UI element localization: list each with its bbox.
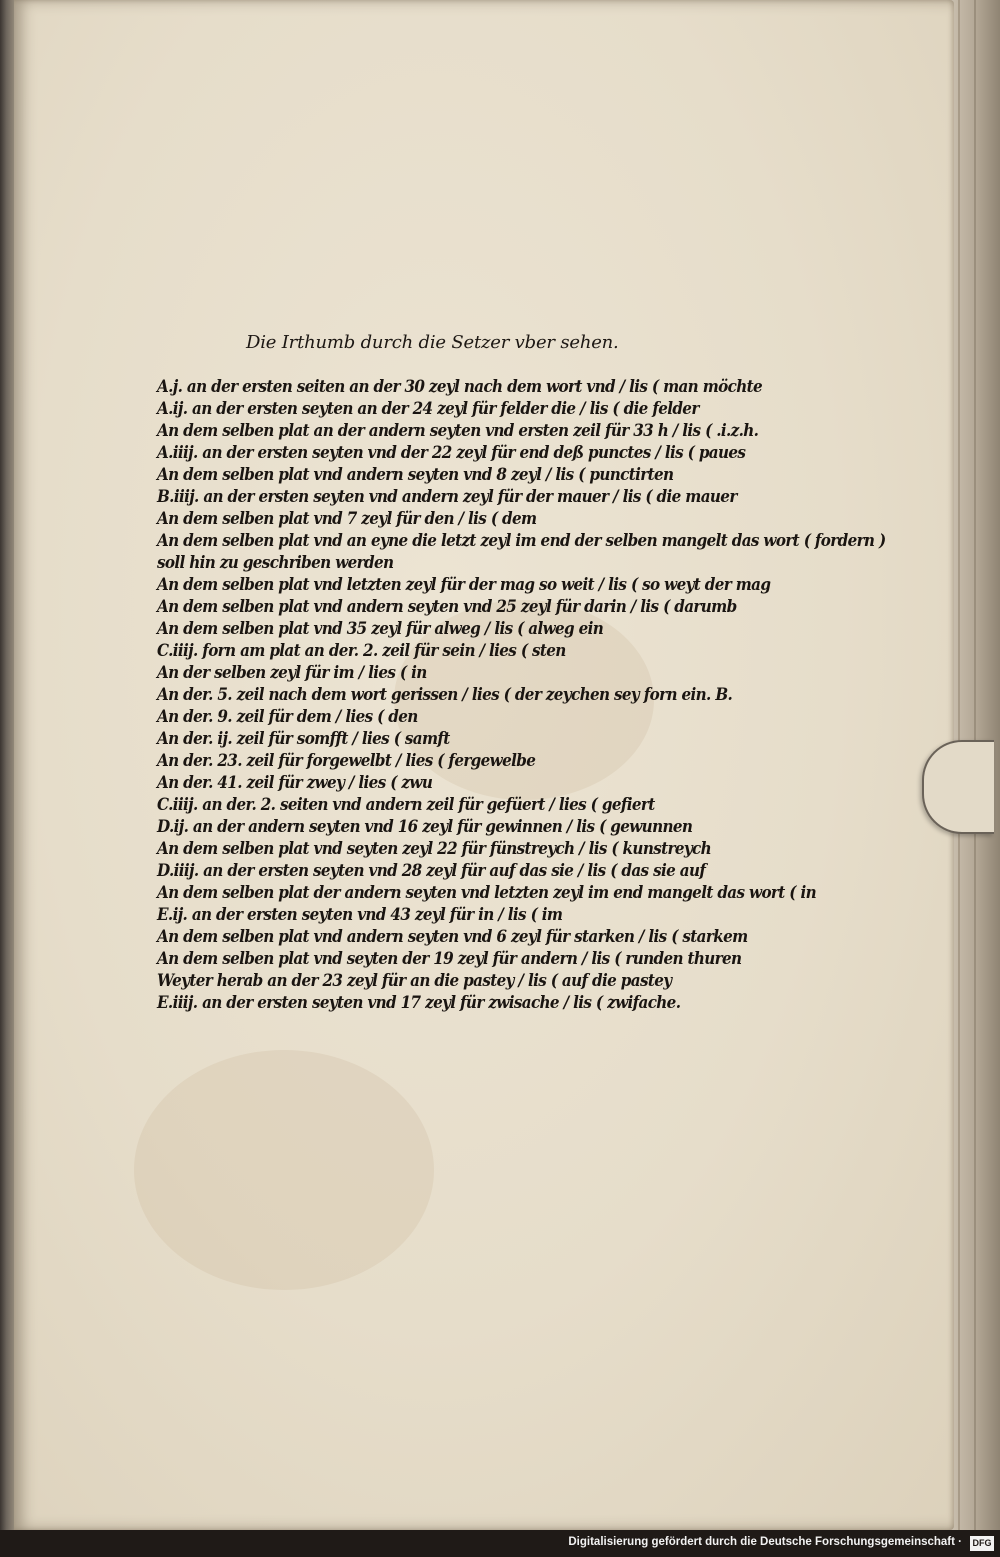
errata-line: An dem selben plat vnd an eyne die letzt zeyl im end der selben mangelt das wort ( fordern ) [157,531,886,550]
errata-line: An der selben zeyl für im / lies ( in [157,663,427,682]
errata-line: E.iiij. an der ersten seyten vnd 17 zeyl für zwisache / lis ( zwifache. [157,993,681,1012]
errata-line: An der. 5. zeil nach dem wort gerissen / lies ( der zeychen sey forn ein. B. [157,685,733,704]
errata-line: An dem selben plat vnd 7 zeyl für den / lis ( dem [157,509,537,528]
errata-line: A.j. an der ersten seiten an der 30 zeyl nach dem wort vnd / lis ( man möchte [157,377,763,396]
errata-line: An dem selben plat vnd andern seyten vnd 6 zeyl für starken / lis ( starkem [157,927,748,946]
errata-line: soll hin zu geschriben werden [157,553,394,572]
errata-line: E.ij. an der ersten seyten vnd 43 zeyl für in / lis ( im [157,905,563,924]
errata-line: A.ij. an der ersten seyten an der 24 zeyl für felder die / lis ( die felder [157,399,699,418]
page-tab-marker [922,740,994,834]
errata-line: An der. 41. zeil für zwey / lies ( zwu [157,773,433,792]
errata-line: An dem selben plat vnd letzten zeyl für der mag so weit / lis ( so weyt der mag [157,575,771,594]
errata-line: An dem selben plat vnd andern seyten vnd 8 zeyl / lis ( punctirten [157,465,674,484]
dfg-logo: DFG [970,1536,994,1551]
errata-line: C.iiij. an der. 2. seiten vnd andern zeil für gefüert / lies ( gefiert [157,795,655,814]
errata-line: An dem selben plat vnd 35 zeyl für alweg / lis ( alweg ein [157,619,604,638]
errata-line: D.iiij. an der ersten seyten vnd 28 zeyl für auf das sie / lis ( das sie auf [157,861,706,880]
errata-line: A.iiij. an der ersten seyten vnd der 22 zeyl für end deß punctes / lis ( paues [157,443,746,462]
errata-line: An dem selben plat der andern seyten vnd letzten zeyl im end mangelt das wort ( in [157,883,816,902]
errata-line: B.iiij. an der ersten seyten vnd andern zeyl für der mauer / lis ( die mauer [157,487,737,506]
errata-line: An dem selben plat vnd seyten zeyl 22 für fünstreych / lis ( kunstreych [157,839,712,858]
errata-line: An der. ij. zeil für somfft / lies ( samft [157,729,450,748]
errata-line: An der. 23. zeil für forgewelbt / lies ( fergewelbe [157,751,536,770]
page-title: Die Irthumb durch die Setzer vber sehen. [246,332,619,353]
footer-credit: Digitalisierung gefördert durch die Deutsche Forschungsgemeinschaft · [568,1536,962,1548]
page-content [14,0,954,1530]
errata-list [157,376,949,1014]
errata-line: D.ij. an der andern seyten vnd 16 zeyl für gewinnen / lis ( gewunnen [157,817,693,836]
errata-line: An dem selben plat vnd andern seyten vnd 25 zeyl für darin / lis ( darumb [157,597,737,616]
errata-line: An der. 9. zeil für dem / lies ( den [157,707,418,726]
scanned-page [14,0,954,1530]
errata-line: Weyter herab an der 23 zeyl für an die pastey / lis ( auf die pastey [157,971,672,990]
errata-line: C.iiij. forn am plat an der. 2. zeil für sein / lies ( sten [157,641,566,660]
errata-line: An dem selben plat vnd seyten der 19 zeyl für andern / lis ( runden thuren [157,949,742,968]
errata-line: An dem selben plat an der andern seyten vnd ersten zeil für 33 h / lis ( .i.z.h. [157,421,759,440]
